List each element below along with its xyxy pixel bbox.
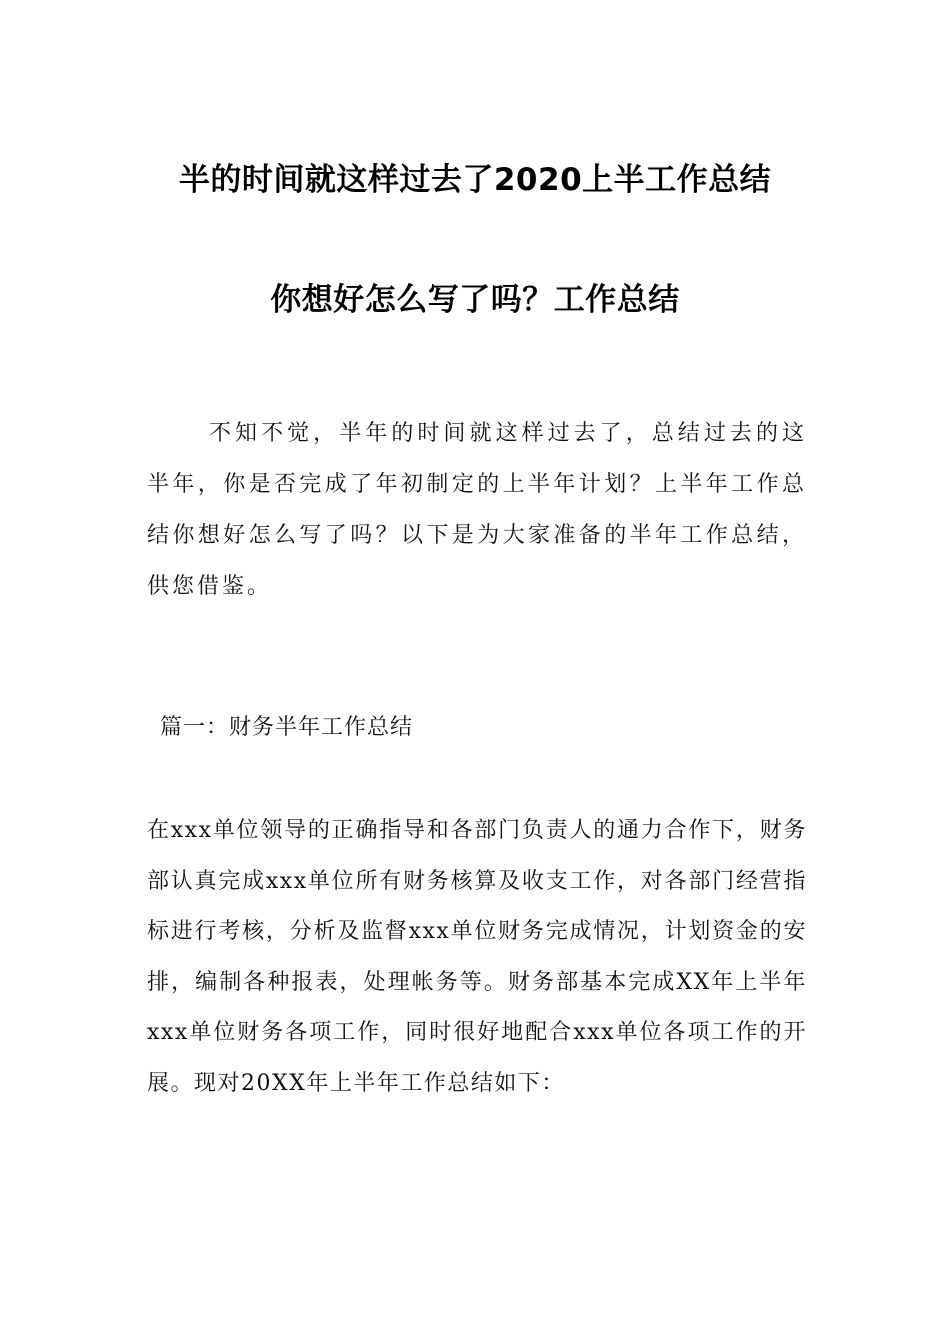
document-title-line-2: 你想好怎么写了吗？工作总结 [270, 282, 680, 318]
section-heading: 篇一：财务半年工作总结 [160, 715, 414, 740]
intro-paragraph: 不知不觉，半年的时间就这样过去了，总结过去的这半年，你是否完成了年初制定的上半年计划？上半年工作总结你想好怎么写了吗？以下是为大家准备的半年工作总结，供您借鉴。 [147, 421, 807, 599]
document-title-line-1: 半的时间就这样过去了2020上半工作总结 [178, 162, 772, 198]
body-paragraph: 在xxx单位领导的正确指导和各部门负责人的通力合作下，财务部认真完成xxx单位所有财务核算及收支工作，对各部门经营指标进行考核，分析及监督xxx单位财务完成情况，计划资金的安排，编制各种报表，处理帐务等。财务部基本完成XX年上半年xxx单位财务各项工作，同时很好地配合xxx单位各项工作的开展。现对20XX年上半年工作总结如下： [147, 818, 807, 1096]
